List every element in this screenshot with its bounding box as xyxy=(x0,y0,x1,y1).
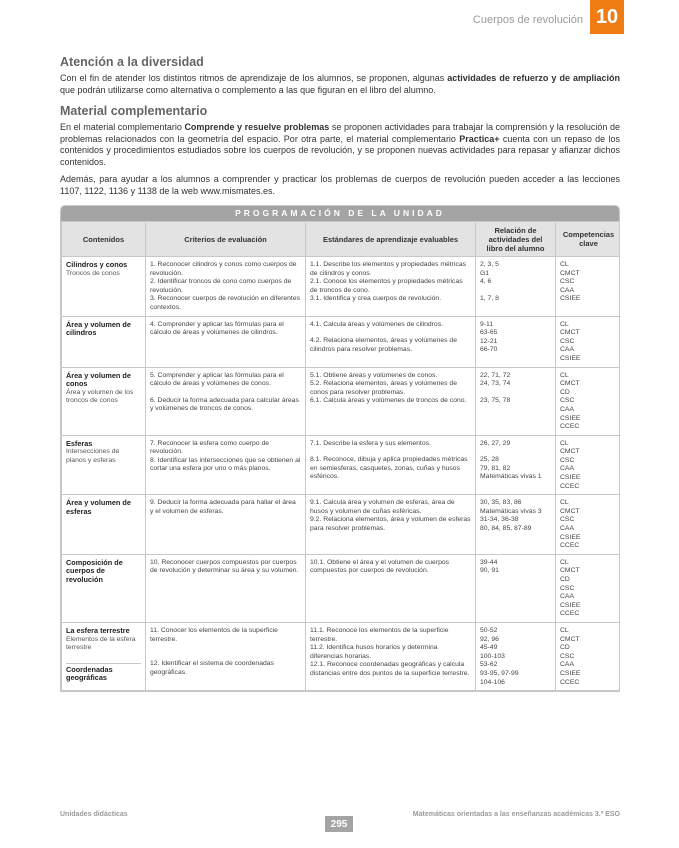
cell-competencias-line: CMCT xyxy=(560,448,580,456)
cell-competencias-line: CL xyxy=(560,439,569,447)
cell-estandares-line: 11.1. Reconoce los elementos de la superficie terrestre. xyxy=(310,626,449,643)
cell-estandares-line: 2.1. Conoce los elementos y propiedades métricas de troncos de cono. xyxy=(310,278,463,294)
cell-competencias-line: CSC xyxy=(560,278,575,286)
row-subtitle: Troncos de conos xyxy=(66,269,120,277)
cell-competencias-line: CSIEE xyxy=(560,669,581,677)
material-heading: Material complementario xyxy=(60,104,208,118)
cell-estandares xyxy=(306,316,476,367)
cell-relacion xyxy=(476,257,556,317)
diversidad-section xyxy=(60,55,620,96)
material-paragraph-1 xyxy=(60,122,620,168)
table-banner: PROGRAMACIÓN DE LA UNIDAD xyxy=(61,206,619,221)
cell-competencias-line: CD xyxy=(560,576,570,583)
cell-relacion-line: 53-62 xyxy=(480,661,498,669)
cell-competencias-line: CCEC xyxy=(560,678,580,686)
cell-competencias-line: CSC xyxy=(560,584,575,592)
cell-criterios-line: 9. Deducir la forma adecuada para hallar el área y el volumen de esferas. xyxy=(150,499,296,515)
material-paragraph-2: Además, para ayudar a los alumnos a comprender y practicar los problemas de cuerpos de revolución pueden acceder a las lecciones 1107, 1122, 1136 y 1138 de la web www.mismates.es. xyxy=(60,174,620,196)
cell-estandares-line: 4.2. Relaciona elementos, áreas y volúmenes de cilindros para resolver problemas. xyxy=(310,337,457,353)
cell-relacion xyxy=(476,367,556,435)
diversidad-bold: actividades de refuerzo y de ampliación xyxy=(447,73,620,83)
cell-competencias-line: CSIEE xyxy=(560,601,581,609)
cell-competencias-line: CL xyxy=(560,626,569,634)
cell-criterios-line: 8. Identificar las intersecciones que se obtienen al cortar una esfera por uno o más planos. xyxy=(150,456,301,473)
cell-estandares-line: 7.1. Describe la esfera y sus elementos. xyxy=(310,439,431,447)
cell-estandares-line: 1.1. Describe los elementos y propiedades métricas de cilindros y conos. xyxy=(310,261,467,277)
header-criterios: Criterios de evaluación xyxy=(146,222,306,257)
cell-competencias-line: CMCT xyxy=(560,507,580,515)
cell-estandares xyxy=(306,367,476,435)
cell-criterios-line: 3. Reconocer cuerpos de revolución en diferentes contextos. xyxy=(150,295,300,311)
cell-relacion-line: 79, 81, 82 xyxy=(480,464,511,472)
cell-estandares-line: 5.2. Relaciona elementos, áreas y volúmenes de conos para resolver problemas. xyxy=(310,380,457,396)
cell-relacion-line: 45-49 xyxy=(480,644,498,652)
cell-competencias-line: CCEC xyxy=(560,482,580,490)
cell-estandares-line xyxy=(310,329,471,337)
cell-relacion-line: 104-106 xyxy=(480,678,505,686)
cell-estandares-line: 3.1. Identifica y crea cuerpos de revolución. xyxy=(310,295,442,303)
cell-competencias-line: CD xyxy=(560,644,570,652)
cell-contenidos xyxy=(62,554,146,622)
table-row xyxy=(62,622,621,690)
cell-competencias-line: CSC xyxy=(560,456,575,464)
cell-contenidos xyxy=(62,367,146,435)
cell-criterios-line: 1. Reconocer cilindros y conos como cuerpos de revolución. xyxy=(150,261,297,277)
cell-relacion-line: 92, 96 xyxy=(480,635,499,643)
cell-estandares xyxy=(306,554,476,622)
material-text-b: se proponen actividades para trabajar la comprensión y la resolución de problemas relacionados con la geometría del espacio. Por otra parte, el material complementario xyxy=(60,122,620,144)
cell-criterios-line: 12. Identificar el sistema de coordenadas geográficas. xyxy=(150,660,274,676)
cell-relacion xyxy=(476,316,556,367)
table-row xyxy=(62,257,621,317)
cell-competencias-line: CAA xyxy=(560,661,574,669)
cell-relacion-line: Matemáticas vivas 1 xyxy=(480,473,542,481)
cell-criterios-line xyxy=(150,644,301,652)
cell-criterios-line: 5. Comprender y aplicar las fórmulas para el cálculo de áreas y volúmenes de conos. xyxy=(150,371,284,388)
cell-estandares-line: 8.1. Reconoce, dibuja y aplica propiedades métricas en semiesferas, casquetes, zonas, cuñas y husos esféricos. xyxy=(310,456,468,481)
cell-criterios xyxy=(146,316,306,367)
cell-relacion xyxy=(476,554,556,622)
cell-relacion-line: G1 xyxy=(480,269,490,277)
cell-relacion-line xyxy=(480,448,551,456)
cell-competencias-line: CL xyxy=(560,558,569,566)
cell-relacion-line: 50-52 xyxy=(480,626,498,634)
cell-relacion-line: 22, 71, 72 xyxy=(480,371,511,379)
cell-contenidos xyxy=(62,257,146,317)
cell-estandares xyxy=(306,257,476,317)
cell-competencias-line: CL xyxy=(560,261,569,268)
cell-competencias-line: CAA xyxy=(560,593,574,601)
cell-criterios-line xyxy=(150,652,301,660)
cell-relacion-line: 90, 91 xyxy=(480,567,499,575)
cell-competencias-line: CSC xyxy=(560,652,575,660)
cell-criterios-line: 2. Identificar troncos de cono como cuerpos de revolución. xyxy=(150,278,292,294)
cell-competencias-line: CMCT xyxy=(560,567,580,575)
row-title: La esfera terrestre xyxy=(66,625,130,635)
table-row xyxy=(62,316,621,367)
cell-criterios xyxy=(146,495,306,555)
cell-competencias-line: CL xyxy=(560,499,569,507)
cell-competencias-line: CMCT xyxy=(560,269,580,277)
cell-estandares-line xyxy=(310,448,471,456)
cell-competencias-line: CAA xyxy=(560,286,574,294)
diversidad-heading: Atención a la diversidad xyxy=(60,55,204,69)
diversidad-text-end: que podrán utilizarse como alternativa o complemento a las que figuran en el libro del alumno. xyxy=(60,84,436,95)
cell-competencias-line: CMCT xyxy=(560,635,580,643)
diversidad-text: Con el fin de atender los distintos ritmos de aprendizaje de los alumnos, se proponen, algunas xyxy=(60,73,448,83)
cell-contenidos xyxy=(62,495,146,555)
cell-estandares-line: 5.1. Obtiene áreas y volúmenes de conos. xyxy=(310,371,438,379)
material-text-a: En el material complementario xyxy=(60,122,185,132)
cell-competencias-line: CL xyxy=(560,371,569,379)
row-title-secondary: Coordenadas geográficas xyxy=(66,663,141,683)
cell-relacion-line: 93-95, 97-99 xyxy=(480,669,519,677)
row-title: Área y volumen de conos xyxy=(66,370,131,389)
cell-relacion-line: 31-34, 36-38 xyxy=(480,516,519,524)
programacion-table xyxy=(60,205,620,692)
cell-criterios-line: 10. Reconocer cuerpos compuestos por cuerpos de revolución y determinar su área y su volumen. xyxy=(150,558,299,575)
header-title: Cuerpos de revolución xyxy=(472,14,583,26)
row-title: Área y volumen de cilindros xyxy=(66,319,131,338)
cell-criterios xyxy=(146,257,306,317)
cell-competencias-line: CAA xyxy=(560,465,574,473)
cell-criterios-line: 6. Deducir la forma adecuada para calcular áreas y volúmenes de troncos de conos. xyxy=(150,396,299,413)
cell-relacion-line: 23, 75, 78 xyxy=(480,396,511,404)
row-title: Composición de cuerpos de revolución xyxy=(66,557,123,584)
cell-relacion-line: 25, 28 xyxy=(480,456,499,464)
cell-estandares-line: 4.1. Calcula áreas y volúmenes de cilindros. xyxy=(310,320,443,328)
cell-estandares xyxy=(306,495,476,555)
cell-competencias-line: CSC xyxy=(560,337,575,345)
row-title: Esferas xyxy=(66,438,93,448)
cell-competencias-line: CSIEE xyxy=(560,354,581,362)
row-title: Área y volumen de esferas xyxy=(66,498,131,516)
cell-relacion-line: 39-44 xyxy=(480,558,498,566)
cell-competencias-line: CSIEE xyxy=(560,474,581,482)
row-title: Cilindros y conos xyxy=(66,260,128,269)
table-header-row xyxy=(62,222,621,257)
cell-criterios-line xyxy=(150,389,301,397)
cell-competencias-line: CSC xyxy=(560,397,575,405)
cell-estandares-line: 9.1. Calcula área y volumen de esferas, área de husos y volumen de cuñas esféricas. xyxy=(310,499,455,515)
footer-right: Matemáticas orientadas a las enseñanzas académicas 3.º ESO xyxy=(412,811,620,818)
cell-relacion-line: 100-103 xyxy=(480,652,505,660)
page-content xyxy=(60,55,620,692)
cell-criterios-line: 11. Conocer los elementos de la superficie terrestre. xyxy=(150,626,278,643)
row-subtitle: Elementos de la esfera terrestre xyxy=(66,635,136,652)
header-estandares: Estándares de aprendizaje evaluables xyxy=(306,222,476,257)
page-number: 295 xyxy=(325,816,353,832)
cell-relacion xyxy=(476,495,556,555)
cell-relacion-line: 30, 35, 83, 86 xyxy=(480,499,522,507)
cell-competencias-line: CCEC xyxy=(560,542,580,550)
cell-competencias-line: CAA xyxy=(560,405,574,413)
material-section xyxy=(60,104,620,197)
cell-competencias xyxy=(556,622,621,690)
header-relacion: Relación de actividades del libro del alumno xyxy=(476,222,556,257)
cell-competencias xyxy=(556,257,621,317)
material-bold-2: Practica+ xyxy=(459,133,500,144)
table-row xyxy=(62,435,621,495)
cell-competencias-line: CSIEE xyxy=(560,533,581,541)
cell-relacion-line xyxy=(480,389,551,397)
cell-relacion-line: 63-65 xyxy=(480,329,498,337)
cell-estandares-line: 10.1. Obtiene el área y el volumen de cuerpos compuestos por cuerpos de revolución. xyxy=(310,558,450,575)
cell-estandares-line: 11.2. Identifica husos horarios y determina diferencias horarias. xyxy=(310,644,438,660)
material-text-c: cuenta con un repaso de los contenidos y procedimientos estudiados sobre los cuerpos de revolución, y se proponen nuevas actividades para repasar y afianzar dichos contenidos. xyxy=(60,133,620,167)
cell-relacion-line: Matemáticas vivas 3 xyxy=(480,507,542,515)
cell-relacion-line: 26, 27, 29 xyxy=(480,439,511,447)
table-row xyxy=(62,367,621,435)
cell-criterios-line: 7. Reconocer la esfera como cuerpo de revolución. xyxy=(150,439,270,456)
cell-competencias xyxy=(556,554,621,622)
cell-competencias-line: CSIEE xyxy=(560,414,581,422)
cell-competencias-line: CSC xyxy=(560,516,575,524)
cell-contenidos xyxy=(62,316,146,367)
cell-competencias-line: CMCT xyxy=(560,329,580,337)
diversidad-paragraph xyxy=(60,73,620,96)
table-row xyxy=(62,554,621,622)
cell-criterios xyxy=(146,554,306,622)
cell-criterios xyxy=(146,367,306,435)
cell-competencias xyxy=(556,316,621,367)
cell-competencias-line: CCEC xyxy=(560,610,580,618)
cell-criterios xyxy=(146,622,306,690)
cell-competencias xyxy=(556,367,621,435)
cell-competencias xyxy=(556,435,621,495)
cell-relacion-line: 9-11 xyxy=(480,320,494,328)
footer-left: Unidades didácticas xyxy=(60,811,128,818)
cell-relacion-line: 80, 84, 85, 87-89 xyxy=(480,525,532,533)
cell-competencias-line: CAA xyxy=(560,346,574,354)
cell-competencias xyxy=(556,495,621,555)
cell-estandares-line: 9.2. Relaciona elementos, área y volumen de esferas para resolver problemas. xyxy=(310,516,471,533)
header-competencias: Competencias clave xyxy=(556,222,621,257)
cell-contenidos xyxy=(62,622,146,690)
cell-relacion-line: 2, 3, 5 xyxy=(480,261,499,268)
table-row xyxy=(62,495,621,555)
cell-contenidos xyxy=(62,435,146,495)
cell-competencias-line: CD xyxy=(560,388,570,396)
cell-estandares xyxy=(306,435,476,495)
cell-competencias-line: CCEC xyxy=(560,423,580,431)
cell-estandares-line: 6.1. Calcula áreas y volúmenes de troncos de cono. xyxy=(310,397,467,405)
row-subtitle: Intersecciones de planos y esferas xyxy=(66,448,120,464)
material-bold-1: Comprende y resuelve problemas xyxy=(184,122,330,132)
cell-relacion xyxy=(476,435,556,495)
cell-relacion-line: 12-21 xyxy=(480,337,498,345)
header-contenidos: Contenidos xyxy=(62,222,146,257)
cell-competencias-line: CL xyxy=(560,320,569,328)
chapter-badge: 10 xyxy=(590,0,624,34)
cell-criterios-line: 4. Comprender y aplicar las fórmulas para el cálculo de áreas y volúmenes de cilindros. xyxy=(150,320,284,337)
cell-competencias-line: CMCT xyxy=(560,380,580,388)
cell-estandares-line: 12.1. Reconoce coordenadas geográficas y calcula distancias entre dos puntos de la superficie terrestre. xyxy=(310,661,470,677)
cell-relacion-line: 66-70 xyxy=(480,346,498,354)
row-subtitle: Área y volumen de los troncos de conos xyxy=(66,388,134,405)
cell-criterios xyxy=(146,435,306,495)
cell-relacion-line: 4, 6 xyxy=(480,278,492,286)
cell-relacion-line: 24, 73, 74 xyxy=(480,380,511,388)
cell-estandares xyxy=(306,622,476,690)
cell-competencias-line: CSIEE xyxy=(560,295,581,303)
cell-relacion xyxy=(476,622,556,690)
cell-relacion-line xyxy=(480,287,551,295)
cell-competencias-line: CAA xyxy=(560,525,574,533)
cell-relacion-line: 1, 7, 8 xyxy=(480,294,499,302)
